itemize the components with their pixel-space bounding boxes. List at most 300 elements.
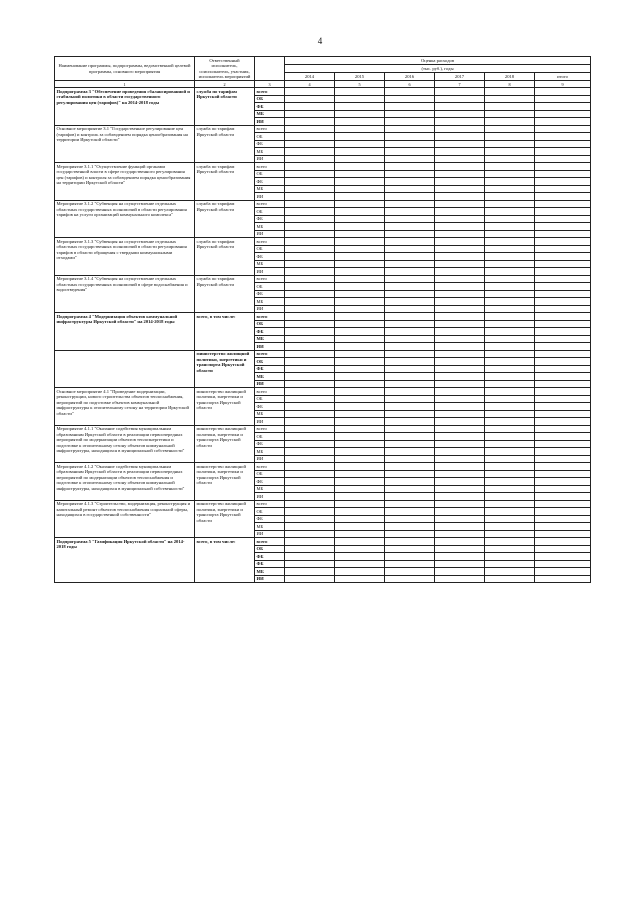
amount-cell xyxy=(335,328,385,336)
amount-cell xyxy=(485,178,535,186)
amount-cell xyxy=(335,470,385,478)
funding-source: ИИ xyxy=(255,305,285,313)
amount-cell xyxy=(285,373,335,381)
funding-source: ИИ xyxy=(255,455,285,463)
amount-cell xyxy=(535,470,591,478)
amount-cell xyxy=(385,163,435,171)
amount-cell xyxy=(485,260,535,268)
amount-cell xyxy=(385,410,435,418)
header-group-title: Оценка расходов xyxy=(285,57,591,65)
column-index: 4 xyxy=(285,81,335,88)
amount-cell xyxy=(285,328,335,336)
amount-cell xyxy=(535,313,591,321)
amount-cell xyxy=(485,568,535,576)
amount-cell xyxy=(335,560,385,568)
amount-cell xyxy=(285,410,335,418)
amount-cell xyxy=(285,433,335,441)
amount-cell xyxy=(435,245,485,253)
amount-cell xyxy=(335,260,385,268)
header-source xyxy=(255,57,285,81)
amount-cell xyxy=(535,245,591,253)
table-row xyxy=(55,500,591,508)
funding-source: МБ xyxy=(255,223,285,231)
amount-cell xyxy=(385,553,435,561)
funding-source: всего xyxy=(255,500,285,508)
amount-cell xyxy=(485,455,535,463)
amount-cell xyxy=(485,463,535,471)
funding-source: всего xyxy=(255,163,285,171)
amount-cell xyxy=(285,88,335,96)
funding-source: ОБ xyxy=(255,508,285,516)
amount-cell xyxy=(285,395,335,403)
amount-cell xyxy=(485,388,535,396)
amount-cell xyxy=(435,388,485,396)
amount-cell xyxy=(385,140,435,148)
amount-cell xyxy=(285,380,335,388)
amount-cell xyxy=(535,463,591,471)
amount-cell xyxy=(335,313,385,321)
amount-cell xyxy=(385,320,435,328)
amount-cell xyxy=(485,335,535,343)
amount-cell xyxy=(385,575,435,583)
amount-cell xyxy=(335,155,385,163)
funding-source: ФБ xyxy=(255,478,285,486)
amount-cell xyxy=(485,500,535,508)
header-name: Наименование программы, подпрограммы, ведомственной целевой программы, основного мероприятия xyxy=(55,57,195,81)
amount-cell xyxy=(335,208,385,216)
column-index: 3 xyxy=(255,81,285,88)
amount-cell xyxy=(485,343,535,351)
amount-cell xyxy=(285,508,335,516)
amount-cell xyxy=(385,403,435,411)
amount-cell xyxy=(435,373,485,381)
amount-cell xyxy=(535,365,591,373)
amount-cell xyxy=(535,268,591,276)
year-header: 2014 xyxy=(285,73,335,81)
funding-source: ФБ xyxy=(255,290,285,298)
funding-source: ОБ xyxy=(255,395,285,403)
amount-cell xyxy=(285,155,335,163)
funding-source: ОБ xyxy=(255,545,285,553)
amount-cell xyxy=(435,500,485,508)
amount-cell xyxy=(535,125,591,133)
amount-cell xyxy=(435,470,485,478)
amount-cell xyxy=(385,328,435,336)
amount-cell xyxy=(335,433,385,441)
amount-cell xyxy=(285,343,335,351)
amount-cell xyxy=(335,523,385,531)
program-name: Мероприятие 3.1.2 "Субвенция на осуществление отдельных областных государственных полномочий в области регулирования тарифов на услуги организаций коммунального комплекса" xyxy=(55,200,195,238)
amount-cell xyxy=(535,560,591,568)
amount-cell xyxy=(485,448,535,456)
amount-cell xyxy=(435,320,485,328)
executor: служба по тарифам Иркутской области xyxy=(195,163,255,201)
amount-cell xyxy=(385,125,435,133)
amount-cell xyxy=(335,538,385,546)
amount-cell xyxy=(485,485,535,493)
amount-cell xyxy=(535,493,591,501)
amount-cell xyxy=(385,193,435,201)
amount-cell xyxy=(435,268,485,276)
amount-cell xyxy=(435,403,485,411)
amount-cell xyxy=(285,560,335,568)
amount-cell xyxy=(435,448,485,456)
column-index: 2 xyxy=(195,81,255,88)
funding-source: ИИ xyxy=(255,493,285,501)
amount-cell xyxy=(285,403,335,411)
amount-cell xyxy=(485,223,535,231)
column-index: 6 xyxy=(385,81,435,88)
amount-cell xyxy=(385,388,435,396)
amount-cell xyxy=(285,545,335,553)
amount-cell xyxy=(435,575,485,583)
executor: служба по тарифам Иркутской области xyxy=(195,200,255,238)
amount-cell xyxy=(285,568,335,576)
amount-cell xyxy=(285,425,335,433)
table-row xyxy=(55,88,591,96)
amount-cell xyxy=(285,170,335,178)
amount-cell xyxy=(485,268,535,276)
amount-cell xyxy=(285,478,335,486)
amount-cell xyxy=(285,440,335,448)
amount-cell xyxy=(435,313,485,321)
funding-source: МБ xyxy=(255,485,285,493)
amount-cell xyxy=(285,530,335,538)
amount-cell xyxy=(485,313,535,321)
amount-cell xyxy=(335,170,385,178)
amount-cell xyxy=(285,178,335,186)
amount-cell xyxy=(535,350,591,358)
amount-cell xyxy=(385,448,435,456)
amount-cell xyxy=(335,140,385,148)
amount-cell xyxy=(285,238,335,246)
amount-cell xyxy=(335,253,385,261)
amount-cell xyxy=(335,545,385,553)
table-row xyxy=(55,238,591,246)
amount-cell xyxy=(535,545,591,553)
amount-cell xyxy=(435,275,485,283)
amount-cell xyxy=(385,103,435,111)
program-name: Мероприятие 4.1.3 "Строительство, модернизация, реконструкция и капитальный ремонт объектов теплоснабжения социальной сферы, находящихся в государственной собственности" xyxy=(55,500,195,538)
amount-cell xyxy=(435,350,485,358)
year-header: итого xyxy=(535,73,591,81)
amount-cell xyxy=(435,440,485,448)
amount-cell xyxy=(385,358,435,366)
amount-cell xyxy=(385,538,435,546)
amount-cell xyxy=(335,283,385,291)
funding-source: ИИ xyxy=(255,343,285,351)
amount-cell xyxy=(485,215,535,223)
amount-cell xyxy=(535,523,591,531)
amount-cell xyxy=(285,298,335,306)
amount-cell xyxy=(285,223,335,231)
amount-cell xyxy=(435,343,485,351)
amount-cell xyxy=(535,395,591,403)
amount-cell xyxy=(285,335,335,343)
amount-cell xyxy=(385,343,435,351)
amount-cell xyxy=(285,148,335,156)
amount-cell xyxy=(385,268,435,276)
amount-cell xyxy=(535,275,591,283)
table-row xyxy=(55,425,591,433)
funding-source: ИИ xyxy=(255,155,285,163)
amount-cell xyxy=(535,305,591,313)
amount-cell xyxy=(335,290,385,298)
program-name: Мероприятие 3.1.1 "Осуществление функций органами государственной власти в сфере государственного регулирования цен (тарифов) и контроля за соблюдением порядка ценообразования на территории Иркутской области" xyxy=(55,163,195,201)
amount-cell xyxy=(385,290,435,298)
amount-cell xyxy=(385,545,435,553)
amount-cell xyxy=(385,440,435,448)
amount-cell xyxy=(435,88,485,96)
amount-cell xyxy=(435,185,485,193)
amount-cell xyxy=(335,388,385,396)
amount-cell xyxy=(535,373,591,381)
amount-cell xyxy=(485,95,535,103)
amount-cell xyxy=(285,118,335,126)
amount-cell xyxy=(535,320,591,328)
amount-cell xyxy=(485,230,535,238)
program-name: Мероприятие 3.1.3 "Субвенция на осуществление отдельных областных государственных полномочий в области регулирования тарифов в области обращения с твердыми коммунальными отходами" xyxy=(55,238,195,276)
amount-cell xyxy=(435,95,485,103)
amount-cell xyxy=(285,470,335,478)
amount-cell xyxy=(535,388,591,396)
amount-cell xyxy=(485,163,535,171)
amount-cell xyxy=(435,110,485,118)
amount-cell xyxy=(285,320,335,328)
program-name: Подпрограмма 3 "Обеспечение проведения сбалансированной и стабильной политики в области государственного регулирования цен (тарифов)" на 2014-2018 годы xyxy=(55,88,195,126)
amount-cell xyxy=(435,425,485,433)
amount-cell xyxy=(385,508,435,516)
amount-cell xyxy=(285,290,335,298)
amount-cell xyxy=(535,118,591,126)
funding-source: ФБ xyxy=(255,328,285,336)
amount-cell xyxy=(535,155,591,163)
amount-cell xyxy=(285,575,335,583)
amount-cell xyxy=(285,283,335,291)
amount-cell xyxy=(435,118,485,126)
amount-cell xyxy=(385,350,435,358)
amount-cell xyxy=(435,395,485,403)
amount-cell xyxy=(435,493,485,501)
amount-cell xyxy=(435,193,485,201)
amount-cell xyxy=(485,110,535,118)
funding-source: ФБ xyxy=(255,553,285,561)
amount-cell xyxy=(535,253,591,261)
amount-cell xyxy=(435,298,485,306)
amount-cell xyxy=(485,515,535,523)
amount-cell xyxy=(535,133,591,141)
amount-cell xyxy=(535,418,591,426)
amount-cell xyxy=(535,95,591,103)
amount-cell xyxy=(385,530,435,538)
amount-cell xyxy=(335,373,385,381)
funding-source: ФБ xyxy=(255,215,285,223)
header-group-unit: (тыс. руб.), годы xyxy=(285,65,591,73)
funding-source: ОБ xyxy=(255,208,285,216)
amount-cell xyxy=(435,328,485,336)
amount-cell xyxy=(385,155,435,163)
amount-cell xyxy=(485,508,535,516)
amount-cell xyxy=(535,515,591,523)
amount-cell xyxy=(385,463,435,471)
amount-cell xyxy=(285,305,335,313)
amount-cell xyxy=(435,178,485,186)
amount-cell xyxy=(535,103,591,111)
table-row xyxy=(55,538,591,546)
amount-cell xyxy=(385,568,435,576)
amount-cell xyxy=(385,313,435,321)
amount-cell xyxy=(435,133,485,141)
amount-cell xyxy=(535,433,591,441)
table-row xyxy=(55,313,591,321)
amount-cell xyxy=(385,215,435,223)
funding-source: ИИ xyxy=(255,575,285,583)
amount-cell xyxy=(385,485,435,493)
amount-cell xyxy=(335,125,385,133)
amount-cell xyxy=(285,163,335,171)
program-name: Мероприятие 3.1.4 "Субвенция на осуществление отдельных областных государственных полномочий в сфере водоснабжения и водоотведения" xyxy=(55,275,195,313)
funding-source: ФБ xyxy=(255,515,285,523)
table-row xyxy=(55,200,591,208)
amount-cell xyxy=(535,200,591,208)
amount-cell xyxy=(485,575,535,583)
table-row xyxy=(55,350,591,358)
amount-cell xyxy=(335,268,385,276)
table-row xyxy=(55,463,591,471)
amount-cell xyxy=(385,253,435,261)
amount-cell xyxy=(535,148,591,156)
funding-source: ИИ xyxy=(255,193,285,201)
budget-table-wrapper xyxy=(54,56,590,583)
funding-source: МБ xyxy=(255,110,285,118)
amount-cell xyxy=(385,88,435,96)
amount-cell xyxy=(535,208,591,216)
amount-cell xyxy=(485,545,535,553)
column-index: 1 xyxy=(55,81,195,88)
amount-cell xyxy=(435,140,485,148)
program-name: Подпрограмма 5 "Газификация Иркутской области" на 2014-2018 годы xyxy=(55,538,195,583)
amount-cell xyxy=(535,380,591,388)
amount-cell xyxy=(535,425,591,433)
year-header: 2016 xyxy=(385,73,435,81)
amount-cell xyxy=(435,553,485,561)
table-row xyxy=(55,388,591,396)
amount-cell xyxy=(535,290,591,298)
amount-cell xyxy=(335,95,385,103)
amount-cell xyxy=(535,283,591,291)
amount-cell xyxy=(435,148,485,156)
amount-cell xyxy=(485,433,535,441)
amount-cell xyxy=(285,230,335,238)
amount-cell xyxy=(335,440,385,448)
funding-source: всего xyxy=(255,463,285,471)
amount-cell xyxy=(435,515,485,523)
amount-cell xyxy=(335,358,385,366)
amount-cell xyxy=(285,455,335,463)
amount-cell xyxy=(335,425,385,433)
amount-cell xyxy=(285,245,335,253)
amount-cell xyxy=(385,335,435,343)
amount-cell xyxy=(385,200,435,208)
header-executor: Ответственный исполнитель, соисполнитель, участник, исполнитель мероприятий xyxy=(195,57,255,81)
funding-source: ФБ xyxy=(255,440,285,448)
amount-cell xyxy=(535,485,591,493)
funding-source: МБ xyxy=(255,373,285,381)
amount-cell xyxy=(335,418,385,426)
amount-cell xyxy=(285,193,335,201)
amount-cell xyxy=(435,485,485,493)
amount-cell xyxy=(435,538,485,546)
amount-cell xyxy=(385,425,435,433)
amount-cell xyxy=(485,148,535,156)
executor: министерство жилищной политики, энергетики и транспорта Иркутской области xyxy=(195,463,255,501)
amount-cell xyxy=(435,238,485,246)
funding-source: МБ xyxy=(255,148,285,156)
amount-cell xyxy=(335,530,385,538)
amount-cell xyxy=(335,485,385,493)
amount-cell xyxy=(335,335,385,343)
amount-cell xyxy=(535,193,591,201)
table-header xyxy=(55,57,591,88)
amount-cell xyxy=(335,148,385,156)
amount-cell xyxy=(335,103,385,111)
amount-cell xyxy=(335,245,385,253)
amount-cell xyxy=(285,493,335,501)
amount-cell xyxy=(385,133,435,141)
column-index: 9 xyxy=(535,81,591,88)
year-header: 2017 xyxy=(435,73,485,81)
program-name: Мероприятие 4.1.1 "Оказание содействия муниципальным образованиям Иркутской области в реализации первоочередных мероприятий по модернизации объектов теплоэнергетики и подготовке к отопительному сезону объектов коммунальной инфраструктуры, находящихся в муниципальной собственности" xyxy=(55,425,195,463)
amount-cell xyxy=(335,478,385,486)
amount-cell xyxy=(285,485,335,493)
amount-cell xyxy=(485,425,535,433)
funding-source: всего xyxy=(255,125,285,133)
amount-cell xyxy=(385,560,435,568)
amount-cell xyxy=(335,493,385,501)
amount-cell xyxy=(385,245,435,253)
amount-cell xyxy=(335,215,385,223)
funding-source: ИИ xyxy=(255,118,285,126)
amount-cell xyxy=(535,88,591,96)
amount-cell xyxy=(335,350,385,358)
amount-cell xyxy=(335,178,385,186)
funding-source: ОБ xyxy=(255,433,285,441)
funding-source: всего xyxy=(255,313,285,321)
program-name: Основное мероприятие 4.1 "Проведение модернизации, реконструкции, нового строительства объектов теплоснабжения, мероприятий по подготовке объектов коммунальной инфраструктуры к отопительному сезону на территории Иркутской области" xyxy=(55,388,195,426)
funding-source: всего xyxy=(255,88,285,96)
amount-cell xyxy=(435,200,485,208)
amount-cell xyxy=(285,260,335,268)
amount-cell xyxy=(485,155,535,163)
amount-cell xyxy=(485,140,535,148)
amount-cell xyxy=(485,470,535,478)
amount-cell xyxy=(485,440,535,448)
table-row xyxy=(55,163,591,171)
amount-cell xyxy=(385,118,435,126)
amount-cell xyxy=(385,373,435,381)
amount-cell xyxy=(385,523,435,531)
amount-cell xyxy=(285,253,335,261)
amount-cell xyxy=(535,298,591,306)
amount-cell xyxy=(535,403,591,411)
amount-cell xyxy=(335,410,385,418)
amount-cell xyxy=(285,500,335,508)
amount-cell xyxy=(435,365,485,373)
amount-cell xyxy=(535,553,591,561)
column-index: 7 xyxy=(435,81,485,88)
amount-cell xyxy=(335,455,385,463)
amount-cell xyxy=(285,200,335,208)
